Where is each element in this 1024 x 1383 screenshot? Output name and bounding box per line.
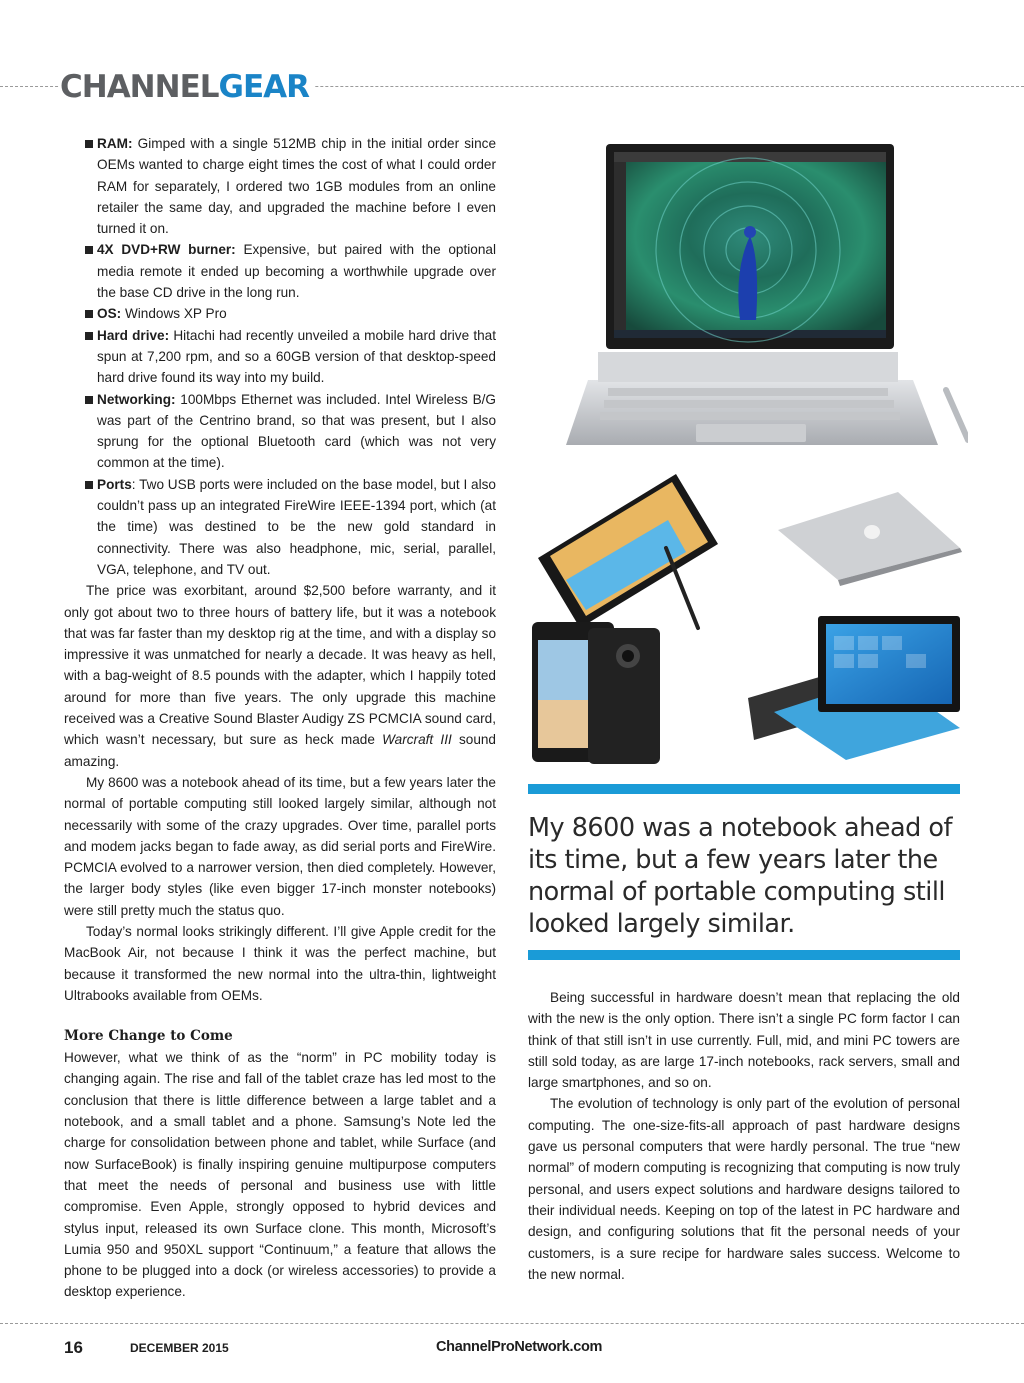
bullet-icon (85, 140, 93, 148)
bottom-dashed-rule (0, 1323, 1024, 1324)
body-paragraph-success: Being successful in hardware doesn’t mean that replacing the old with the new is the only option. There isn’t a single PC form factor I can think of that still isn’t in use currently. Full, mid, and mini PC towers are still sold today, as are large 17-inch notebooks, rack servers, small and large smartphones, and so on. (528, 990, 960, 1091)
spec-item-hard-drive: Hard drive: Hitachi had recently unveiled a mobile hard drive that spun at 7,200 rpm, and so a 60GB version of that desktop-speed hard drive found its way into my build. (64, 325, 496, 389)
pull-quote-top-bar (528, 784, 960, 794)
galaxy-note-image (538, 474, 718, 628)
spec-item-dvd: 4X DVD+RW burner: Expensive, but paired with the optional media remote it ended up becoming a worthwhile upgrade over the base CD drive in the long run. (64, 239, 496, 303)
bullet-icon (85, 396, 93, 404)
body-paragraph-8600: My 8600 was a notebook ahead of its time, but a few years later the normal of portable computing still looked largely similar, although not necessarily with some of the crazy upgrades. Over time, parallel ports and modem jacks began to fade away, as did serial ports and FireWire. PCMCIA evolved to a narrower version, then died completely. However, the larger body styles (like even bigger 17-inch monster notebooks) were still pretty much the status quo. (64, 774, 496, 918)
macbook-air-image (778, 492, 962, 586)
site-name: ChannelProNetwork.com (436, 1339, 603, 1355)
body-paragraph-change: However, what we think of as the “norm” in PC mobility today is changing again. The rise and fall of the tablet craze has led most to the conclusion that there is little difference between a large tablet and a notebook, and a small tablet and a phone. Samsung’s Note led the charge for consolidation between phone and tablet, while Surface (and now SurfaceBook) is finally inspiring genuine multipurpose computers that meet the needs of personal and business use with little compromise. Even Apple, strongly opposed to hybrid devices and stylus input, released its own Surface clone. This month, Microsoft’s Lumia 950 and 950XL support “Continuum,” a feature that allows the phone to be plugged into a dock (or wireless accessories) to provide a desktop experience. (64, 1050, 496, 1300)
body-paragraph-price: The price was exorbitant, around $2,500 before warranty, and it only got about two to three hours of battery life, but it was a notebook that was far faster than my desktop rig at the time, and with a display so impressive it was unmatched for nearly a decade. It was heavy as hell, with a bag-weight of 8.5 pounds with the adapter, which I happily toted around for more than five years. The only upgrade this machine received was a Creative Sound Blaster Audigy ZS PCMCIA sound card, which wasn’t necessary, but sure as heck made Warcraft III sound amazing. (64, 583, 496, 769)
bullet-icon (85, 481, 93, 489)
spec-item-os: OS: Windows XP Pro (64, 303, 496, 324)
spec-item-ports: Ports: Two USB ports were included on the base model, but I also couldn’t pass up an integrated FireWire IEEE-1394 port, which (at the time) was destined to be the new gold standard in connectivity. There was also headphone, mic, serial, parallel, VGA, telephone, and TV out. (64, 474, 496, 580)
lumia-phones-image (532, 622, 660, 764)
bullet-icon (85, 310, 93, 318)
page-number: 16 (64, 1338, 83, 1357)
issue-date: DECEMBER 2015 (130, 1341, 229, 1355)
bullet-icon (85, 332, 93, 340)
bullet-icon (85, 246, 93, 254)
pull-quote-bottom-bar (528, 950, 960, 960)
masthead-logo: CHANNELGEAR (60, 68, 315, 106)
devices-photo (528, 140, 968, 765)
right-column (528, 987, 960, 1285)
body-paragraph-today: Today’s normal looks strikingly different. I’ll give Apple credit for the MacBook Air, not because I think it was the perfect machine, but because it transformed the new normal into the ultra-thin, lightweight Ultrabooks available from OEMs. (64, 923, 496, 1003)
spec-item-ram: RAM: Gimped with a single 512MB chip in the initial order since OEMs wanted to charge eight times the cost of what I could order RAM for separately, I ordered two 1GB modules from an online retailer the same day, and upgraded the machine before I even turned it on. (64, 133, 496, 239)
surface-tablet-image (748, 616, 960, 760)
pull-quote: My 8600 was a notebook ahead of its time, but a few years later the normal of portable computing still looked largely similar. (528, 813, 952, 939)
section-heading: More Change to Come (64, 1028, 233, 1045)
surface-book-image (566, 144, 968, 445)
spec-list (64, 133, 496, 580)
left-column (64, 133, 496, 1303)
body-paragraph-evolution: The evolution of technology is only part of the evolution of personal computing. The one-size-fits-all approach of past hardware designs gave us personal computers that were hardly personal. The true “new normal” of modern computing is recognizing that computing is now truly personal, and users expect solutions and hardware designs tailored to their individual needs. Keeping on top of the latest in PC hardware and design, and configuring solutions that fit the personal needs of your customers, is a sure recipe for hardware sales success. Welcome to the new normal. (528, 1096, 960, 1282)
spec-item-networking: Networking: 100Mbps Ethernet was included. Intel Wireless B/G was part of the Centrino brand, so that was present, but I also sprung for the optional Bluetooth card (which was not very common at the time). (64, 389, 496, 474)
